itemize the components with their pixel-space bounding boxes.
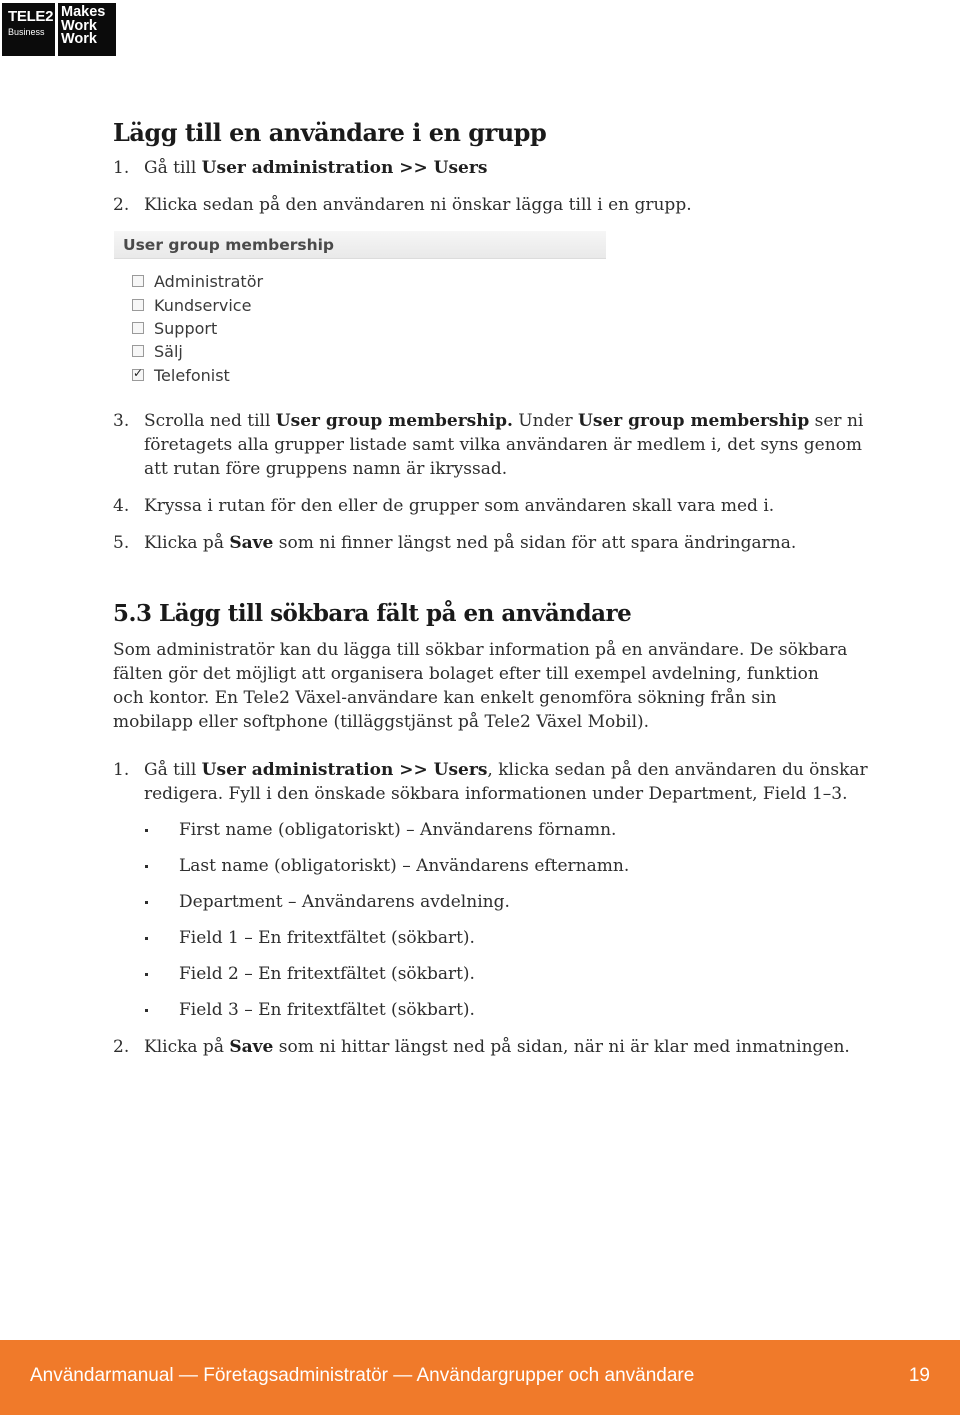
bullet-item xyxy=(145,926,475,950)
bullet-text: Field 3 – En fritextfältet (sökbart). xyxy=(179,1000,475,1020)
list-number: 1. xyxy=(113,760,130,780)
page-number: 19 xyxy=(908,1365,930,1386)
bullet-icon xyxy=(145,973,148,976)
list-item xyxy=(113,409,873,481)
list-text xyxy=(144,156,873,180)
list-number: 2. xyxy=(113,1037,130,1057)
panel-header xyxy=(114,231,606,259)
group-row-salj[interactable] xyxy=(132,340,183,362)
list-number: 3. xyxy=(113,411,130,431)
bullet-text: Last name (obligatoriskt) – Användarens efternamn. xyxy=(179,856,630,876)
bullet-item xyxy=(145,962,475,986)
panel-title: User group membership xyxy=(123,236,335,254)
bold-text: User administration >> Users xyxy=(201,760,488,780)
text-span: Gå till xyxy=(144,158,202,178)
group-row-kundservice[interactable] xyxy=(132,294,251,316)
text-span: Scrolla ned till xyxy=(144,411,276,431)
list-item xyxy=(113,1035,873,1059)
text-span: Gå till xyxy=(144,760,202,780)
checkbox[interactable] xyxy=(132,275,144,287)
group-label: Telefonist xyxy=(154,365,230,385)
list-text xyxy=(144,531,873,555)
logo-word: Makes xyxy=(61,4,106,20)
list-text xyxy=(144,758,873,806)
bold-text: User group membership xyxy=(578,411,810,431)
bullet-item xyxy=(145,818,616,842)
text-span: , klicka sedan på den användaren du önskar redigera. Fyll i den önskade sökbara informationen under Department, Field 1–3. xyxy=(144,760,868,804)
bullet-icon xyxy=(145,901,148,904)
checkbox[interactable] xyxy=(132,299,144,311)
bullet-item xyxy=(145,998,475,1022)
bold-text: Save xyxy=(229,1037,274,1057)
bullet-icon xyxy=(145,829,148,832)
footer-breadcrumb: Användarmanual — Företagsadministratör — Användargrupper och användare xyxy=(30,1365,695,1386)
text-span: som ni hittar längst ned på sidan, när ni är klar med inmatningen. xyxy=(273,1037,850,1057)
list-number: 1. xyxy=(113,158,130,178)
list-item xyxy=(113,193,873,217)
bullet-icon xyxy=(145,937,148,940)
makes-work-work-logo xyxy=(58,3,116,56)
section-heading: Lägg till en användare i en grupp xyxy=(113,118,547,147)
list-number: 5. xyxy=(113,533,130,553)
group-label: Kundservice xyxy=(154,295,252,315)
checkbox-checked[interactable] xyxy=(132,369,144,381)
bullet-item xyxy=(145,890,510,914)
group-label: Support xyxy=(154,318,218,338)
logo-word: Work xyxy=(61,17,97,34)
list-text xyxy=(144,1035,873,1059)
logo-tele2-text: TELE2 xyxy=(8,8,54,25)
list-text: Klicka sedan på den användaren ni önskar lägga till i en grupp. xyxy=(144,195,692,215)
bullet-text: Department – Användarens avdelning. xyxy=(179,892,510,912)
group-row-support[interactable] xyxy=(132,317,217,339)
list-text: Kryssa i rutan för den eller de grupper som användaren skall vara med i. xyxy=(144,496,775,516)
logo-business-text: Business xyxy=(8,27,45,37)
text-span: Klicka på xyxy=(144,1037,230,1057)
page-footer xyxy=(0,1340,960,1415)
logo-word: Work xyxy=(61,31,97,47)
list-item xyxy=(113,758,873,806)
tele2-business-logo xyxy=(2,3,55,56)
text-span: som ni finner längst ned på sidan för att spara ändringarna. xyxy=(273,533,797,553)
list-number: 4. xyxy=(113,496,130,516)
list-text xyxy=(144,409,873,481)
bullet-icon xyxy=(145,1009,148,1012)
checkbox[interactable] xyxy=(132,322,144,334)
list-item xyxy=(113,156,873,180)
bullet-text: Field 2 – En fritextfältet (sökbart). xyxy=(179,964,475,984)
text-span: ser ni företagets alla grupper listade samt vilka användaren är medlem i, det syns genom att rutan före gruppens namn är ikryssad. xyxy=(144,411,864,479)
bold-text: User administration >> Users xyxy=(201,158,488,178)
bullet-item xyxy=(145,854,629,878)
group-label: Sälj xyxy=(154,341,183,361)
group-row-administrator[interactable] xyxy=(132,270,263,292)
text-span: Under xyxy=(512,411,579,431)
list-number: 2. xyxy=(113,195,130,215)
group-label: Administratör xyxy=(154,271,264,291)
bullet-text: Field 1 – En fritextfältet (sökbart). xyxy=(179,928,475,948)
group-row-telefonist[interactable] xyxy=(132,364,230,386)
section-heading: 5.3 Lägg till sökbara fält på en användare xyxy=(113,600,632,627)
text-span: Klicka på xyxy=(144,533,230,553)
bold-text: User group membership. xyxy=(275,411,513,431)
checkbox[interactable] xyxy=(132,345,144,357)
intro-paragraph: Som administratör kan du lägga till sökbar information på en användare. De sökbara fälten gör det möjligt att organisera bolaget efter till exempel avdelning, funktion och kontor. En Tele2 Växel-användare kan enkelt genomföra sökning från sin mobilapp eller softphone (tilläggstjänst på Tele2 Växel Mobil). xyxy=(113,640,848,732)
bold-text: Save xyxy=(229,533,274,553)
user-group-membership-screenshot xyxy=(114,231,606,389)
bullet-icon xyxy=(145,865,148,868)
list-item xyxy=(113,494,873,518)
list-item xyxy=(113,531,873,555)
bullet-text: First name (obligatoriskt) – Användarens förnamn. xyxy=(179,820,617,840)
tele2-logo xyxy=(2,3,116,56)
